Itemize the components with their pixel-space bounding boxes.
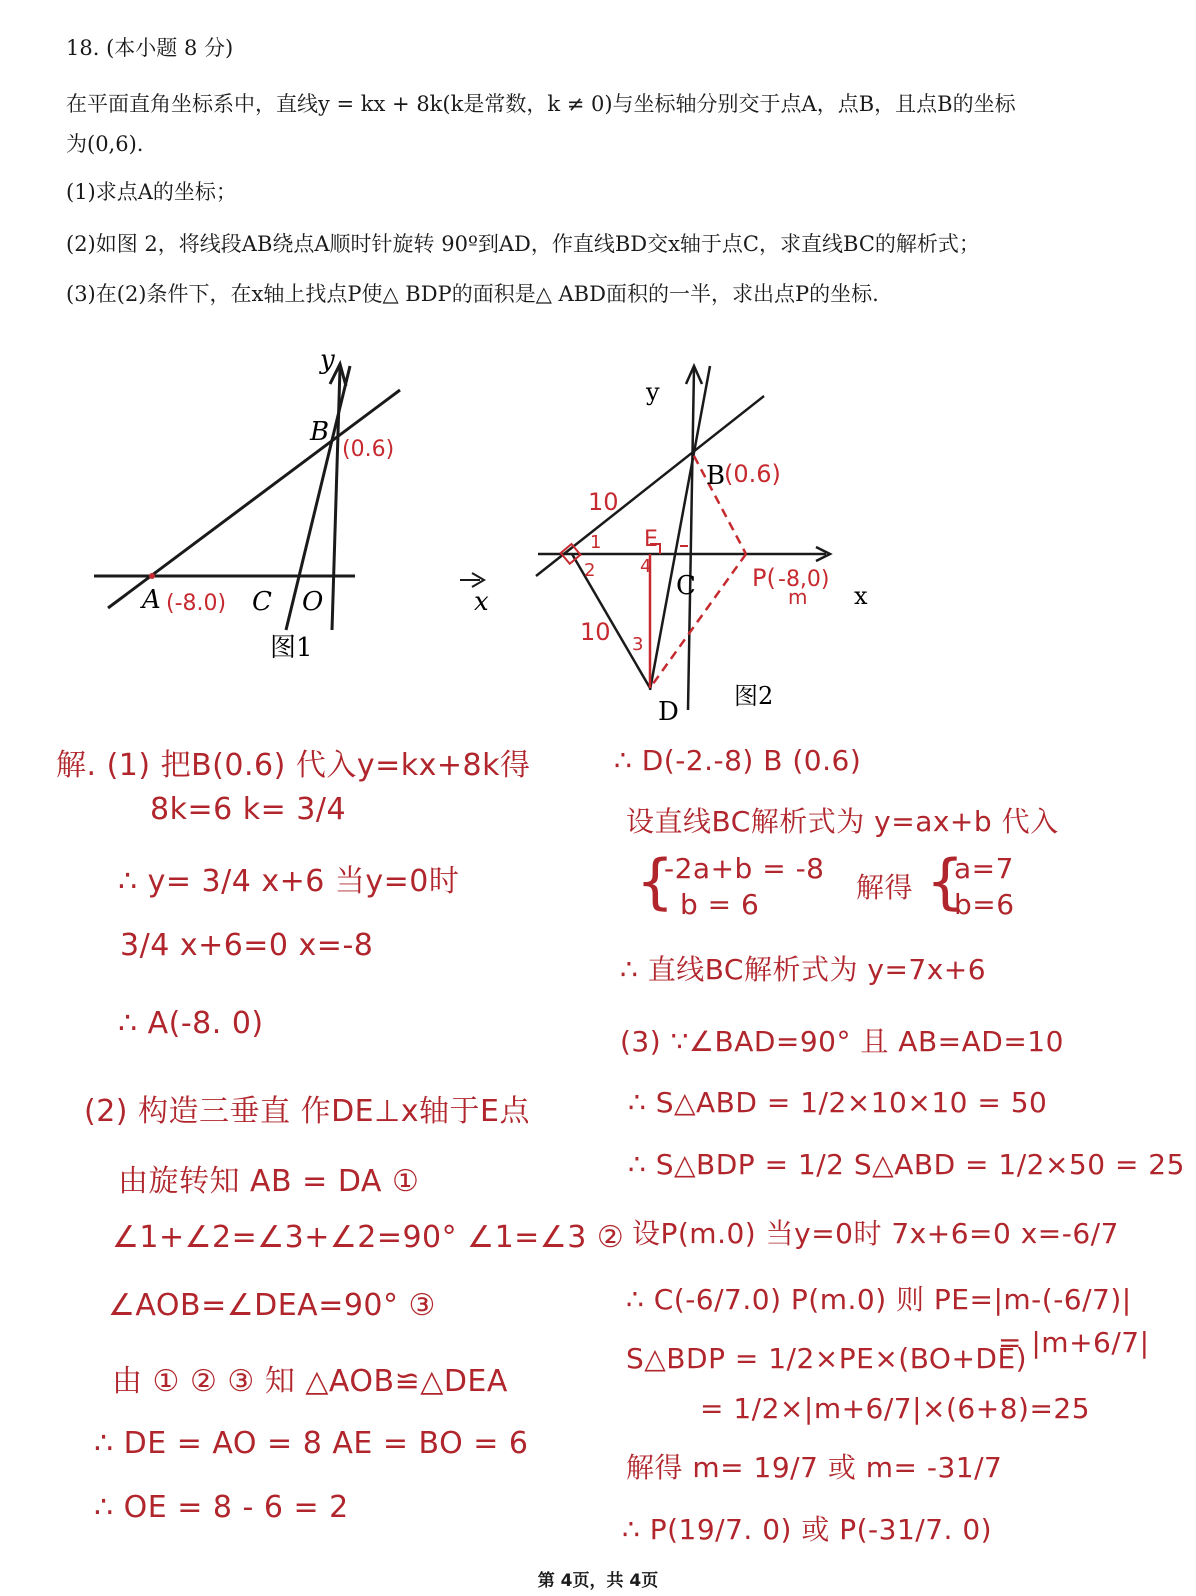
solution-right-line-12: 设P(m.0) 当y=0时 7x+6=0 x=-6/7 [632,1217,1119,1250]
solution-left-line-1: 解. (1) 把B(0.6) 代入y=kx+8k得 [56,748,531,783]
solution-left-line-4: 3/4 x+6=0 x=-8 [120,928,374,963]
fig2-label-c: C [676,571,696,601]
solution-right-line-9: (3) ∵∠BAD=90° 且 AB=AD=10 [620,1025,1064,1058]
fig1-label-b-coord: (0.6) [342,437,395,462]
figure-1 [80,340,520,680]
fig1-label-c: C [252,587,272,617]
fig1-y-label: y [320,345,335,375]
solution-right-line-18: ∴ P(19/7. 0) 或 P(-31/7. 0) [622,1513,993,1546]
solution-right-line-6: a=7 [954,852,1014,885]
solution-right-brace-right: { [926,847,965,917]
fig2-label-10-top: 10 [588,488,619,516]
problem-part1: (1)求点A的坐标； [66,180,237,204]
fig2-label-e: E [644,527,658,552]
fig2-label-b-coord: (0.6) [724,460,781,488]
solution-left-line-2: 8k=6 k= 3/4 [150,792,347,827]
problem-title: 18. (本小题 8 分) [66,36,234,60]
fig1-label-b: B [310,417,330,447]
solution-right-line-10: ∴ S△ABD = 1/2×10×10 = 50 [628,1086,1048,1119]
solution-right-brace-left: { [636,847,675,917]
solution-right-line-7: b=6 [954,888,1015,921]
fig2-label-p: P( [752,564,776,592]
fig2-label-angle3: 3 [632,634,644,655]
fig2-line-bd [650,366,710,690]
problem-stem-line2: 为(0,6). [66,132,144,156]
fig2-label-p-coord: -8,0) [778,567,830,592]
solution-left-line-11: ∴ DE = AO = 8 AE = BO = 6 [94,1426,529,1461]
fig1-caption: 图1 [270,633,313,663]
fig2-caption: 图2 [734,682,774,710]
solution-left-line-3: ∴ y= 3/4 x+6 当y=0时 [118,864,460,899]
solution-right-line-11: ∴ S△BDP = 1/2 S△ABD = 1/2×50 = 25 [628,1148,1185,1181]
solution-right-line-16: = 1/2×|m+6/7|×(6+8)=25 [700,1392,1091,1425]
fig2-label-d: D [658,697,679,727]
fig2-label-m: m [788,585,808,609]
fig1-label-a-coord: (-8.0) [166,591,227,616]
solution-right-line-15: S△BDP = 1/2×PE×(BO+DE) [626,1342,1028,1375]
fig2-label-10-bottom: 10 [580,618,611,646]
fig2-label-angle4: 4 [640,556,652,577]
solution-left-line-12: ∴ OE = 8 - 6 = 2 [94,1490,349,1525]
solution-left-line-6: (2) 构造三垂直 作DE⊥x轴于E点 [84,1094,530,1129]
fig2-dash-pd [650,554,746,688]
fig2-y-axis [688,368,694,710]
solution-left-line-10: 由 ① ② ③ 知 △AOB≌△DEA [112,1364,508,1399]
fig2-label-angle1: 1 [590,532,602,553]
fig2-x-label: x [854,582,868,610]
solution-left-line-5: ∴ A(-8. 0) [118,1006,264,1041]
solution-left-line-9: ∠AOB=∠DEA=90° ③ [108,1288,436,1323]
solution-left-line-7: 由旋转知 AB = DA ① [118,1164,420,1199]
fig1-label-o: O [302,587,324,617]
solution-right-line-3: -2a+b = -8 [664,852,825,885]
problem-part3: (3)在(2)条件下，在x轴上找点P使△ BDP的面积是△ ABD面积的一半，求出点P的坐标. [66,282,879,306]
fig2-y-label: y [646,378,660,406]
page-footer: 第 4页，共 4页 [537,1571,659,1591]
solution-right-line-8: ∴ 直线BC解析式为 y=7x+6 [620,953,987,986]
figure-2 [520,350,900,730]
solution-right-line-17: 解得 m= 19/7 或 m= -31/7 [626,1451,1003,1484]
fig2-label-b: B [706,461,726,491]
fig1-label-a: A [142,585,161,615]
solution-right-line-1: ∴ D(-2.-8) B (0.6) [614,744,862,777]
fig2-label-angle2: 2 [584,560,596,581]
problem-stem-line1: 在平面直角坐标系中，直线y = kx + 8k(k是常数，k ≠ 0)与坐标轴分别交于点A，点B，且点B的坐标 [66,92,1016,116]
solution-right-line-2: 设直线BC解析式为 y=ax+b 代入 [626,805,1059,838]
solution-right-line-4: b = 6 [680,888,760,921]
problem-part2: (2)如图 2，将线段AB绕点A顺时针旋转 90º到AD，作直线BD交x轴于点C，求直线BC的解析式； [66,232,980,256]
fig1-x-label: x [474,587,489,617]
solution-left-line-8: ∠1+∠2=∠3+∠2=90° ∠1=∠3 ② [112,1220,625,1255]
solution-right-line-5: 解得 [856,871,914,904]
solution-right-line-14: = |m+6/7| [998,1326,1150,1359]
solution-right-line-13: ∴ C(-6/7.0) P(m.0) 则 PE=|m-(-6/7)| [626,1283,1132,1316]
